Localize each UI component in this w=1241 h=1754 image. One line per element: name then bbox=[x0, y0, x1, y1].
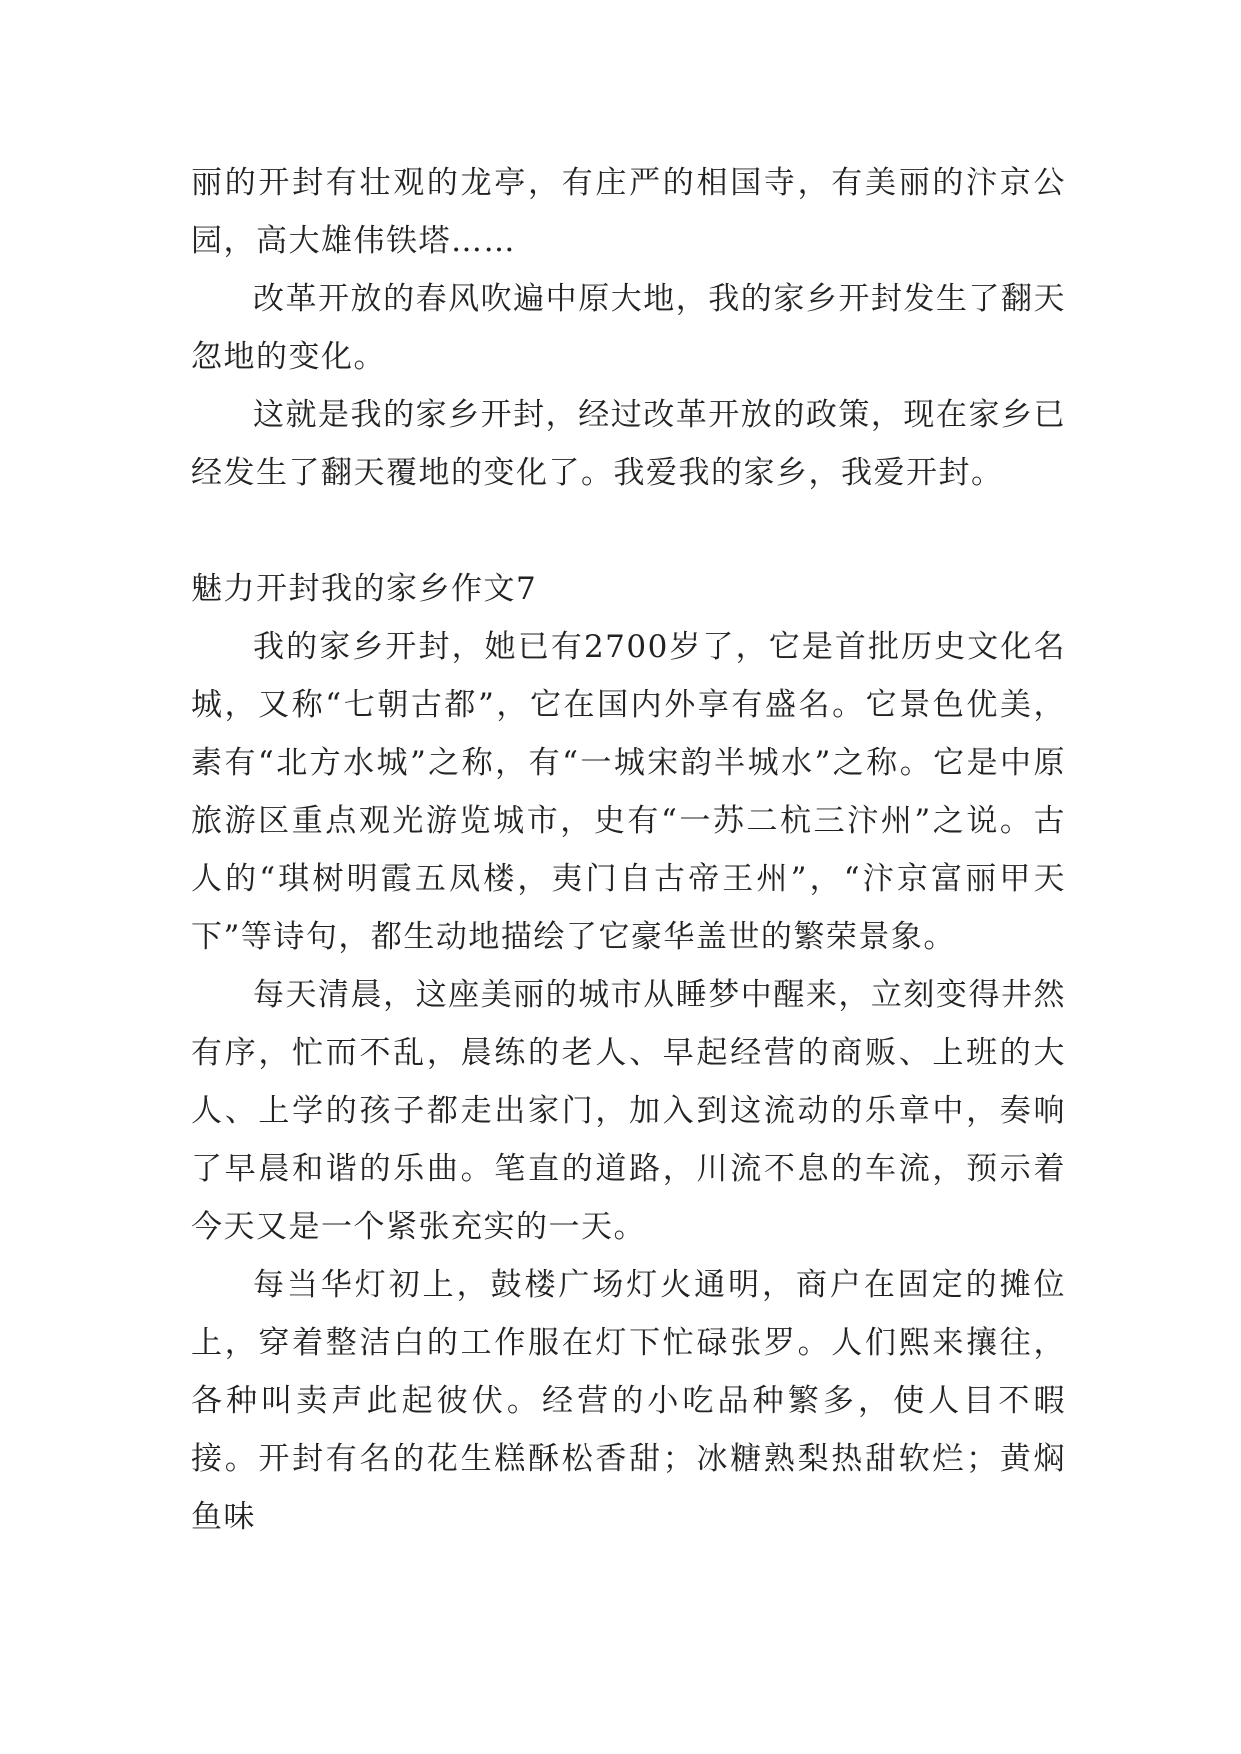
paragraph-continued: 丽的开封有壮观的龙亭，有庄严的相国寺，有美丽的汴京公园，高大雄伟铁塔…… bbox=[191, 165, 1066, 259]
section-heading: 魅力开封我的家乡作文7 bbox=[191, 571, 538, 607]
paragraph: 改革开放的春风吹遍中原大地，我的家乡开封发生了翻天忽地的变化。 bbox=[191, 281, 1066, 375]
document-body bbox=[191, 154, 1066, 1546]
paragraph: 每当华灯初上，鼓楼广场灯火通明，商户在固定的摊位上，穿着整洁白的工作服在灯下忙碌张罗。人们熙来攘往，各种叫卖声此起彼伏。经营的小吃品种繁多，使人目不暇接。开封有名的花生糕酥松香甜；冰糖熟梨热甜软烂；黄焖鱼味 bbox=[191, 1267, 1066, 1535]
paragraph: 每天清晨，这座美丽的城市从睡梦中醒来，立刻变得井然有序，忙而不乱，晨练的老人、早起经营的商贩、上班的大人、上学的孩子都走出家门，加入到这流动的乐章中，奏响了早晨和谐的乐曲。笔直的道路，川流不息的车流，预示着今天又是一个紧张充实的一天。 bbox=[191, 977, 1066, 1245]
paragraph: 我的家乡开封，她已有2700岁了，它是首批历史文化名城，又称“七朝古都”，它在国内外享有盛名。它景色优美，素有“北方水城”之称，有“一城宋韵半城水”之称。它是中原旅游区重点观光游览城市，史有“一苏二杭三汴州”之说。古人的“琪树明霞五凤楼，夷门自古帝王州”，“汴京富丽甲天下”等诗句，都生动地描绘了它豪华盖世的繁荣景象。 bbox=[191, 629, 1066, 955]
paragraph: 这就是我的家乡开封，经过改革开放的政策，现在家乡已经发生了翻天覆地的变化了。我爱我的家乡，我爱开封。 bbox=[191, 397, 1066, 491]
